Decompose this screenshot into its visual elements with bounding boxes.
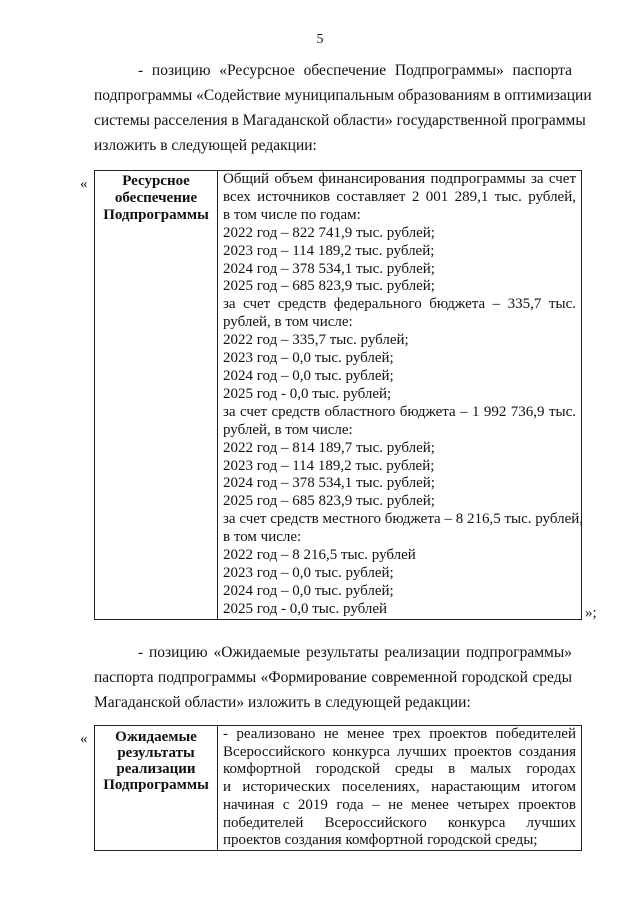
opening-quote: «	[80, 176, 88, 192]
expected-results-table	[94, 725, 582, 851]
content-line: 2025 год - 0,0 тыс. рублей	[223, 600, 388, 617]
paragraph-line: - позицию «Ресурсное обеспечение Подпрограммы» паспорта	[138, 62, 572, 79]
content-line: в том числе по годам:	[223, 206, 361, 223]
label-line: Ресурсное	[122, 173, 190, 189]
expected-results-content	[218, 726, 582, 851]
label-line: Ожидаемые	[115, 729, 197, 745]
paragraph-line: паспорта подпрограммы «Формирование современной городской среды	[94, 669, 572, 686]
intro-paragraph-2	[94, 640, 572, 715]
content-line: 2024 год – 378 534,1 тыс. рублей;	[223, 475, 435, 492]
content-line: рублей, в том числе:	[223, 314, 353, 331]
content-line: 2022 год – 8 216,5 тыс. рублей	[223, 547, 416, 564]
content-line: начиная с 2019 года – не менее четырех проектов	[223, 796, 576, 813]
content-line: 2024 год – 0,0 тыс. рублей;	[223, 582, 394, 599]
paragraph-line: изложить в следующей редакции:	[94, 137, 317, 154]
closing-quote: »;	[585, 605, 597, 621]
content-line: 2025 год – 685 823,9 тыс. рублей;	[223, 278, 435, 295]
paragraph-line: системы расселения в Магаданской области» государственной программы	[94, 112, 586, 129]
content-line: 2024 год – 0,0 тыс. рублей;	[223, 367, 394, 384]
content-line: Общий объем финансирования подпрограммы за счет	[223, 171, 576, 187]
content-line: и исторических поселениях, нарастающим итогом	[223, 779, 576, 796]
paragraph-line: подпрограммы «Содействие муниципальным образованиям в оптимизации	[94, 87, 592, 104]
content-line: 2023 год – 0,0 тыс. рублей;	[223, 350, 394, 367]
content-line: Всероссийского конкурса лучших проектов создания	[223, 743, 576, 760]
label-line: Подпрограммы	[103, 777, 209, 793]
paragraph-line: Магаданской области» изложить в следующей редакции:	[94, 694, 471, 711]
content-line: за счет средств областного бюджета – 1 992 736,9 тыс.	[223, 403, 576, 420]
content-line: 2022 год – 822 741,9 тыс. рублей;	[223, 224, 435, 241]
opening-quote: «	[80, 731, 88, 747]
content-line: 2025 год - 0,0 тыс. рублей;	[223, 385, 392, 402]
content-line: победителей Всероссийского конкурса лучших	[223, 814, 576, 831]
content-line: в том числе:	[223, 529, 302, 546]
intro-paragraph-1	[94, 58, 592, 158]
content-line: проектов создания комфортной городской среды;	[223, 832, 538, 849]
content-line: 2023 год – 114 189,2 тыс. рублей;	[223, 457, 435, 474]
content-line: рублей, в том числе:	[223, 421, 353, 438]
content-line: всех источников составляет 2 001 289,1 тыс. рублей,	[223, 188, 576, 205]
content-line: 2022 год – 814 189,7 тыс. рублей;	[223, 439, 435, 456]
content-line: 2025 год – 685 823,9 тыс. рублей;	[223, 493, 435, 510]
label-line: Подпрограммы	[103, 207, 209, 223]
page-number: 5	[316, 32, 324, 47]
resource-provision-label	[95, 171, 218, 620]
content-line: 2022 год – 335,7 тыс. рублей;	[223, 332, 409, 349]
content-line: - реализовано не менее трех проектов победителей	[223, 726, 576, 742]
content-line: комфортной городской среды в малых городах	[223, 761, 576, 778]
content-line: 2023 год – 0,0 тыс. рублей;	[223, 564, 394, 581]
paragraph-line: - позицию «Ожидаемые результаты реализации подпрограммы»	[138, 644, 572, 661]
content-line: 2024 год – 378 534,1 тыс. рублей;	[223, 260, 435, 277]
resource-provision-content	[218, 171, 582, 620]
expected-results-label	[95, 726, 218, 851]
label-line: реализации	[116, 761, 196, 777]
label-line: обеспечение	[114, 190, 198, 206]
content-line: за счет средств федерального бюджета – 335,7 тыс.	[223, 296, 576, 313]
label-line: результаты	[117, 745, 195, 761]
content-line: 2023 год – 114 189,2 тыс. рублей;	[223, 242, 435, 259]
content-line: за счет средств местного бюджета – 8 216,5 тыс. рублей,	[223, 511, 584, 528]
resource-provision-table	[94, 170, 582, 620]
